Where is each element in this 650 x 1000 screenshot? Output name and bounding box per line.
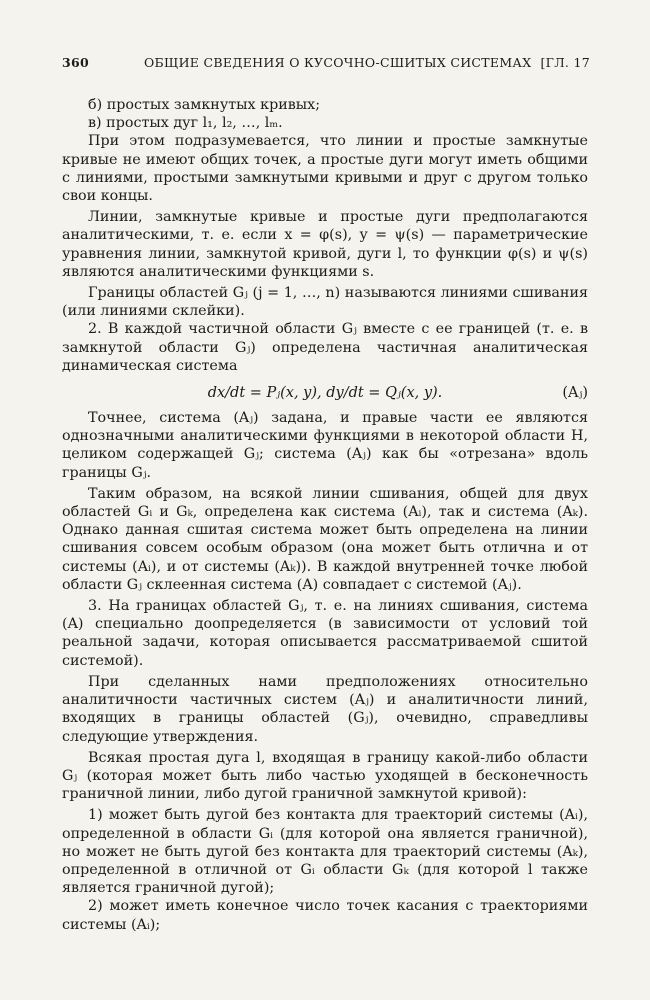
- paragraph: Границы областей Gⱼ (j = 1, …, n) называются линиями сшивания (или линиями склейки).: [62, 285, 588, 320]
- page-number: 360: [62, 55, 89, 70]
- chapter-label: [ГЛ. 17: [540, 55, 590, 70]
- paragraph: 2) может иметь конечное число точек касания с траекториями системы (Aᵢ);: [62, 898, 588, 933]
- paragraph: При этом подразумевается, что линии и простые замкнутые кривые не имеют общих точек, а простые дуги могут иметь общими с линиями, простыми замкнутыми кривыми и друг с другом только свои концы.: [62, 133, 588, 205]
- paragraph: 2. В каждой частичной области Gⱼ вместе с ее границей (т. е. в замкнутой области Gⱼ) определена частичная аналитическая динамическая система: [62, 321, 588, 374]
- formula-block: [62, 379, 588, 405]
- paragraph: Точнее, система (Aⱼ) задана, и правые части ее являются однозначными аналитическими функциями в некоторой области H, целиком содержащей Gⱼ; система (Aⱼ) как бы «отрезана» вдоль границы Gⱼ.: [62, 410, 588, 481]
- paragraph: Таким образом, на всякой линии сшивания, общей для двух областей Gᵢ и Gₖ, определена как система (Aᵢ), так и система (Aₖ). Однако данная сшитая система может быть определена на линии сшивания совсем особым образом (она может быть отлична и от системы (Aᵢ), и от системы (Aₖ)). В каждой внутренней точке любой области Gⱼ склеенная система (A) совпадает с системой (Aⱼ).: [62, 485, 588, 593]
- paragraph: 3. На границах областей Gⱼ, т. е. на линиях сшивания, система (A) специально доопределяется (в зависимости от условий той реальной задачи, которая описывается рассматриваемой сшитой системой).: [62, 598, 588, 669]
- running-title: ОБЩИЕ СВЕДЕНИЯ О КУСОЧНО-СШИТЫХ СИСТЕМАХ: [144, 55, 532, 70]
- page-body: [62, 96, 588, 934]
- paragraph: 1) может быть дугой без контакта для траекторий системы (Aᵢ), определенной в области Gᵢ (для которой она является граничной), но может не быть дугой без контакта для траекторий системы (Aₖ), определенной в отличной от Gᵢ области Gₖ (для которой l также является граничной дугой);: [62, 807, 588, 897]
- paragraph: При сделанных нами предположениях относительно аналитичности частичных систем (Aⱼ) и аналитичности линий, входящих в границы областей (Gⱼ), очевидно, справедливы следующие утверждения.: [62, 673, 588, 745]
- paragraph: Всякая простая дуга l, входящая в границу какой-либо области Gⱼ (которая может быть либо частью уходящей в бесконечность граничной линии, либо дугой граничной замкнутой кривой):: [62, 749, 588, 803]
- formula-equation: dx/dt = Pⱼ(x, y), dy/dt = Qⱼ(x, y).: [207, 385, 443, 402]
- formula-label: (Aⱼ): [562, 385, 588, 402]
- paragraph: в) простых дуг l₁, l₂, …, lₘ.: [88, 115, 283, 132]
- paragraph: Линии, замкнутые кривые и простые дуги предполагаются аналитическими, т. е. если x = φ(s), y = ψ(s) — параметрические уравнения линии, замкнутой кривой, дуги l, то функции φ(s) и ψ(s) являются аналитическими функциями s.: [62, 209, 588, 280]
- paragraph: б) простых замкнутых кривых;: [88, 97, 321, 113]
